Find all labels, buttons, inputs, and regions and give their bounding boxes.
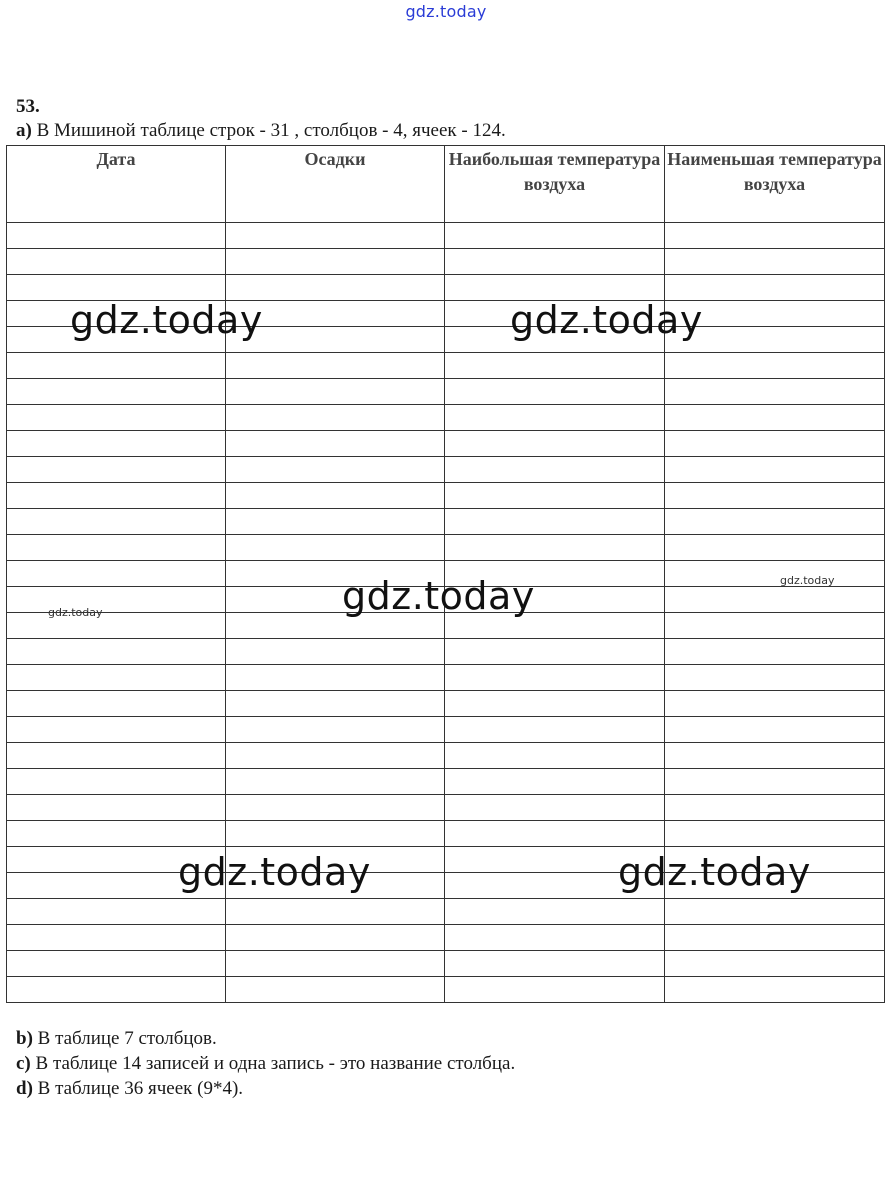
table-cell [7, 587, 226, 613]
table-row [7, 379, 885, 405]
answers-block [16, 1026, 515, 1101]
table-cell [665, 769, 885, 795]
table-row [7, 639, 885, 665]
watermark-small: gdz.today [48, 606, 103, 619]
table-cell [7, 561, 226, 587]
table-cell [445, 457, 665, 483]
table-row [7, 249, 885, 275]
table-cell [226, 223, 445, 249]
table-cell [665, 977, 885, 1003]
table-cell [445, 899, 665, 925]
table-cell [665, 717, 885, 743]
table-cell [445, 223, 665, 249]
table-cell [665, 483, 885, 509]
answer-b [16, 1026, 515, 1051]
table-row [7, 873, 885, 899]
table-cell [665, 405, 885, 431]
answer-d-letter: d) [16, 1078, 33, 1099]
header-precipitation: Осадки [226, 146, 445, 223]
table-cell [445, 587, 665, 613]
table-cell [226, 301, 445, 327]
table-row [7, 223, 885, 249]
table-cell [226, 821, 445, 847]
table-cell [665, 743, 885, 769]
answer-b-letter: b) [16, 1028, 33, 1049]
table-cell [7, 431, 226, 457]
top-watermark: gdz.today [405, 2, 487, 21]
table-cell [7, 457, 226, 483]
watermark-overlay: gdz.today [178, 850, 371, 894]
table-cell [7, 483, 226, 509]
task-number: 53. [16, 96, 40, 117]
table-cell [665, 639, 885, 665]
table-cell [445, 821, 665, 847]
table-cell [7, 249, 226, 275]
table-row [7, 327, 885, 353]
table-cell [665, 353, 885, 379]
table-row [7, 769, 885, 795]
table-cell [7, 977, 226, 1003]
table-cell [445, 353, 665, 379]
table-cell [226, 691, 445, 717]
weather-table [6, 145, 885, 1003]
table-cell [665, 535, 885, 561]
table-cell [226, 561, 445, 587]
table-row [7, 899, 885, 925]
table-cell [7, 873, 226, 899]
table-row [7, 535, 885, 561]
table-cell [226, 717, 445, 743]
table-row [7, 847, 885, 873]
table-cell [7, 301, 226, 327]
watermark-overlay: gdz.today [70, 298, 263, 342]
table-cell [226, 925, 445, 951]
table-cell [7, 795, 226, 821]
table-cell [226, 743, 445, 769]
table-cell [226, 951, 445, 977]
answer-d [16, 1076, 515, 1101]
table-cell [445, 301, 665, 327]
table-cell [445, 639, 665, 665]
table-row [7, 665, 885, 691]
table-cell [445, 977, 665, 1003]
table-cell [665, 431, 885, 457]
watermark-small: gdz.today [780, 574, 835, 587]
table-cell [445, 327, 665, 353]
table-cell [445, 951, 665, 977]
table-cell [445, 847, 665, 873]
table-cell [226, 431, 445, 457]
table-cell [226, 795, 445, 821]
table-row [7, 717, 885, 743]
table-cell [7, 535, 226, 561]
table-header-row [7, 146, 885, 223]
watermark-overlay: gdz.today [510, 298, 703, 342]
table-row [7, 977, 885, 1003]
table-row [7, 925, 885, 951]
table-row [7, 509, 885, 535]
table-cell [7, 353, 226, 379]
answer-a [16, 120, 506, 142]
answer-a-letter: a) [16, 120, 32, 141]
table-cell [665, 925, 885, 951]
table-cell [226, 977, 445, 1003]
table-cell [665, 951, 885, 977]
table-cell [665, 795, 885, 821]
table-cell [445, 483, 665, 509]
table-cell [445, 613, 665, 639]
header-date: Дата [7, 146, 226, 223]
table-cell [226, 483, 445, 509]
table-row [7, 613, 885, 639]
table-cell [445, 743, 665, 769]
table-cell [665, 223, 885, 249]
table-cell [445, 275, 665, 301]
table-cell [665, 457, 885, 483]
table-row [7, 301, 885, 327]
table-cell [226, 613, 445, 639]
table-row [7, 691, 885, 717]
answer-c [16, 1051, 515, 1076]
table-cell [226, 847, 445, 873]
table-cell [665, 613, 885, 639]
table-body [7, 223, 885, 1003]
table-cell [665, 821, 885, 847]
answer-c-letter: c) [16, 1053, 31, 1074]
table-cell [665, 301, 885, 327]
table-cell [226, 509, 445, 535]
table-cell [226, 665, 445, 691]
table-cell [445, 535, 665, 561]
table-cell [7, 717, 226, 743]
table-row [7, 353, 885, 379]
table-cell [665, 847, 885, 873]
answer-c-text: В таблице 14 записей и одна запись - это название столбца. [30, 1053, 516, 1074]
table-row [7, 743, 885, 769]
table-cell [7, 769, 226, 795]
table-cell [7, 665, 226, 691]
table-row [7, 275, 885, 301]
table-cell [445, 431, 665, 457]
watermark-overlay: gdz.today [618, 850, 811, 894]
answer-b-text: В таблице 7 столбцов. [32, 1028, 217, 1049]
table-cell [7, 379, 226, 405]
table-cell [226, 275, 445, 301]
table-cell [665, 249, 885, 275]
table-cell [445, 717, 665, 743]
table-cell [7, 743, 226, 769]
table-row [7, 483, 885, 509]
table-cell [665, 379, 885, 405]
table-cell [7, 613, 226, 639]
table-cell [665, 691, 885, 717]
table-cell [445, 561, 665, 587]
table-cell [226, 353, 445, 379]
header-max-temperature: Наибольшая температура воздуха [445, 146, 665, 223]
table-cell [445, 405, 665, 431]
table-cell [665, 899, 885, 925]
table-row [7, 561, 885, 587]
table-cell [665, 509, 885, 535]
table-cell [445, 665, 665, 691]
table-row [7, 405, 885, 431]
table-cell [7, 899, 226, 925]
table-cell [445, 873, 665, 899]
table-cell [445, 691, 665, 717]
table-cell [7, 691, 226, 717]
table-cell [226, 873, 445, 899]
table-row [7, 795, 885, 821]
table-cell [7, 951, 226, 977]
table-cell [445, 249, 665, 275]
table-cell [7, 405, 226, 431]
table-cell [665, 873, 885, 899]
table-cell [226, 587, 445, 613]
table-row [7, 431, 885, 457]
table-row [7, 457, 885, 483]
table-cell [7, 925, 226, 951]
table-cell [665, 327, 885, 353]
table-cell [226, 535, 445, 561]
table-cell [226, 457, 445, 483]
table-cell [445, 925, 665, 951]
table-cell [226, 769, 445, 795]
table-cell [445, 769, 665, 795]
table-cell [445, 379, 665, 405]
table-cell [7, 275, 226, 301]
table-cell [226, 327, 445, 353]
table-cell [445, 509, 665, 535]
table-cell [7, 223, 226, 249]
watermark-overlay: gdz.today [342, 574, 535, 618]
table-cell [7, 509, 226, 535]
table-cell [226, 899, 445, 925]
answer-d-text: В таблице 36 ячеек (9*4). [32, 1078, 244, 1099]
table-cell [665, 561, 885, 587]
table-cell [226, 405, 445, 431]
table-row [7, 587, 885, 613]
table-cell [7, 327, 226, 353]
table-cell [665, 587, 885, 613]
table-cell [7, 847, 226, 873]
table-cell [7, 639, 226, 665]
table-row [7, 951, 885, 977]
header-min-temperature: Наименьшая температура воздуха [665, 146, 885, 223]
table-cell [665, 665, 885, 691]
table-cell [226, 639, 445, 665]
table-row [7, 821, 885, 847]
table-cell [445, 795, 665, 821]
table-cell [665, 275, 885, 301]
table-cell [7, 821, 226, 847]
table-cell [226, 249, 445, 275]
answer-a-text: В Мишиной таблице строк - 31 , столбцов - 4, ячеек - 124. [31, 120, 506, 141]
table-cell [226, 379, 445, 405]
